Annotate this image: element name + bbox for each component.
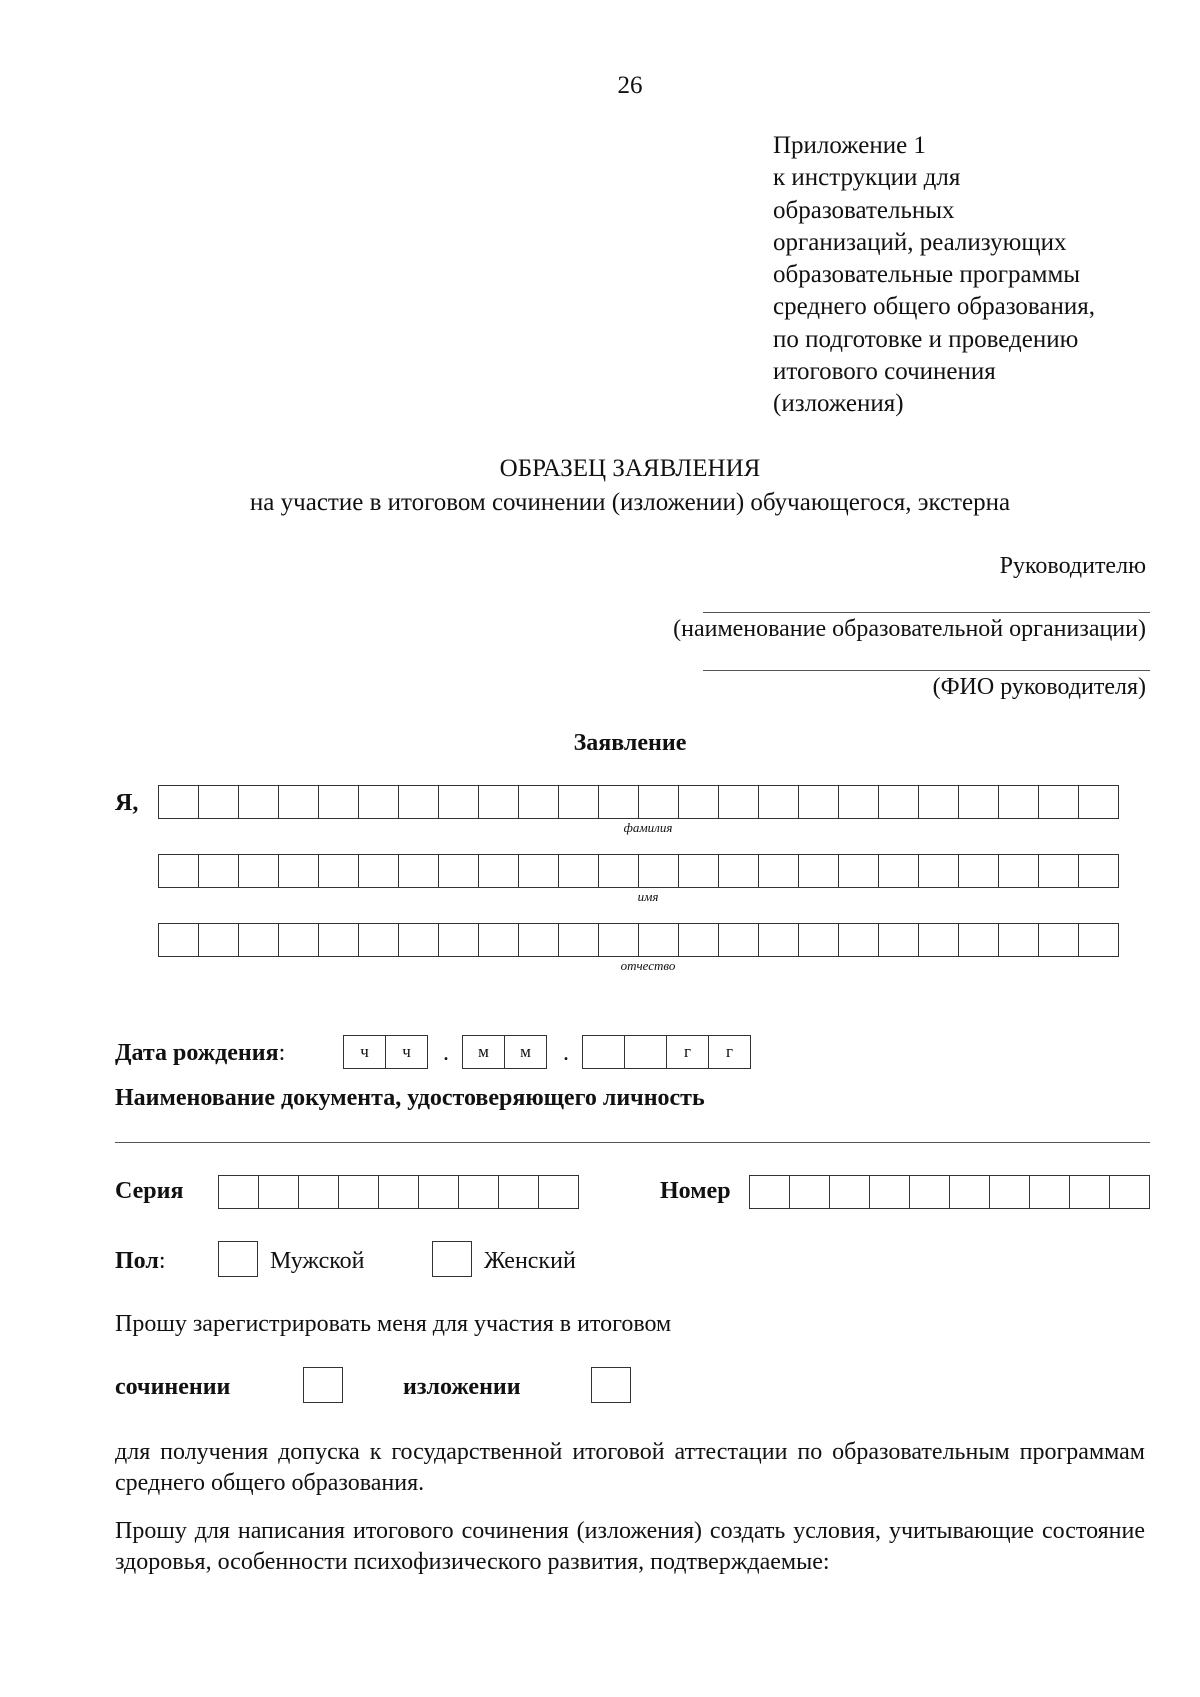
name-cell[interactable]: [158, 854, 199, 888]
birth-year-cell[interactable]: г: [708, 1035, 751, 1069]
series-label: Серия: [115, 1178, 184, 1204]
name-cell[interactable]: [1078, 854, 1119, 888]
patronymic-cell[interactable]: [278, 923, 319, 957]
patronymic-cell[interactable]: [878, 923, 919, 957]
birth-day-cell[interactable]: ч: [385, 1035, 428, 1069]
birth-month-cells[interactable]: [462, 1035, 547, 1069]
patronymic-cell[interactable]: [398, 923, 439, 957]
patronymic-cell[interactable]: [1038, 923, 1079, 957]
patronymic-cell[interactable]: [918, 923, 959, 957]
surname-cell[interactable]: [1078, 785, 1119, 819]
birth-day-cell[interactable]: ч: [343, 1035, 386, 1069]
patronymic-cell[interactable]: [598, 923, 639, 957]
gender-colon: :: [158, 1248, 166, 1274]
name-cells[interactable]: [158, 854, 1119, 888]
patronymic-cell[interactable]: [798, 923, 839, 957]
patronymic-cell[interactable]: [518, 923, 559, 957]
name-cell[interactable]: [758, 854, 799, 888]
document-title: ОБРАЗЕЦ ЗАЯВЛЕНИЯ: [499, 455, 761, 482]
org-name-caption: (наименование образовательной организации): [673, 616, 1146, 642]
conditions-paragraph: Прошу для написания итогового сочинения (изложения) создать условия, учитывающие состояние здоровья, особенности психофизического развития, подтверждаемые:: [115, 1518, 1145, 1575]
name-cell[interactable]: [318, 854, 359, 888]
appendix-line: (изложения): [773, 390, 904, 418]
surname-cell[interactable]: [678, 785, 719, 819]
exposition-checkbox[interactable]: [591, 1367, 631, 1403]
patronymic-cell[interactable]: [838, 923, 879, 957]
appendix-note: [773, 130, 1173, 421]
number-cell[interactable]: [789, 1175, 830, 1209]
surname-cell[interactable]: [798, 785, 839, 819]
name-cell[interactable]: [998, 854, 1039, 888]
surname-cell[interactable]: [238, 785, 279, 819]
patronymic-cell[interactable]: [198, 923, 239, 957]
series-cell[interactable]: [298, 1175, 339, 1209]
surname-cell[interactable]: [998, 785, 1039, 819]
statement-title: Заявление: [573, 730, 687, 756]
number-cell[interactable]: [1109, 1175, 1150, 1209]
patronymic-cell[interactable]: [1078, 923, 1119, 957]
gender-label-text: Пол: [115, 1248, 159, 1274]
name-hint: имя: [637, 889, 659, 904]
surname-cell[interactable]: [158, 785, 199, 819]
series-cells[interactable]: [218, 1175, 579, 1209]
name-cell[interactable]: [958, 854, 999, 888]
patronymic-cell[interactable]: [438, 923, 479, 957]
appendix-line: Приложение 1: [773, 132, 926, 159]
patronymic-cells[interactable]: [158, 923, 1119, 957]
surname-cell[interactable]: [838, 785, 879, 819]
patronymic-hint: отчество: [620, 958, 676, 973]
name-cell[interactable]: [598, 854, 639, 888]
name-cell[interactable]: [398, 854, 439, 888]
name-cell[interactable]: [358, 854, 399, 888]
name-cell[interactable]: [1038, 854, 1079, 888]
surname-hint: фамилия: [623, 820, 673, 835]
surname-cell[interactable]: [958, 785, 999, 819]
name-cell[interactable]: [918, 854, 959, 888]
surname-cell[interactable]: [1038, 785, 1079, 819]
number-label: Номер: [660, 1178, 731, 1204]
document-subtitle: на участие в итоговом сочинении (изложении) обучающегося, экстерна: [249, 489, 1011, 516]
gender-female-label: Женский: [484, 1248, 576, 1274]
surname-cell[interactable]: [358, 785, 399, 819]
exposition-label: изложении: [403, 1374, 521, 1400]
birth-date-colon: :: [278, 1040, 286, 1066]
patronymic-cell[interactable]: [638, 923, 679, 957]
page-number: 26: [617, 72, 643, 99]
appendix-line: среднего общего образования,: [773, 293, 1096, 321]
series-cell[interactable]: [418, 1175, 459, 1209]
name-cell[interactable]: [558, 854, 599, 888]
name-cell[interactable]: [678, 854, 719, 888]
appendix-line: по подготовке и проведению: [773, 325, 1079, 353]
patronymic-cell[interactable]: [238, 923, 279, 957]
appendix-line: организаций, реализующих: [773, 228, 1067, 256]
surname-cell[interactable]: [318, 785, 359, 819]
surname-cell[interactable]: [478, 785, 519, 819]
appendix-line: итогового сочинения: [773, 358, 996, 386]
number-cell[interactable]: [1029, 1175, 1070, 1209]
appendix-line: к инструкции для: [773, 164, 961, 192]
patronymic-cell[interactable]: [358, 923, 399, 957]
name-cell[interactable]: [718, 854, 759, 888]
patronymic-cell[interactable]: [158, 923, 199, 957]
surname-cells[interactable]: [158, 785, 1119, 819]
name-cell[interactable]: [438, 854, 479, 888]
series-cell[interactable]: [378, 1175, 419, 1209]
surname-cell[interactable]: [438, 785, 479, 819]
register-text: Прошу зарегистрировать меня для участия в итоговом: [115, 1311, 672, 1337]
essay-label: сочинении: [115, 1374, 231, 1400]
date-separator: .: [563, 1040, 569, 1066]
birth-date-label: [115, 1040, 285, 1067]
birth-year-cell[interactable]: [582, 1035, 625, 1069]
surname-cell[interactable]: [718, 785, 759, 819]
name-cell[interactable]: [798, 854, 839, 888]
number-cell[interactable]: [829, 1175, 870, 1209]
patronymic-cell[interactable]: [478, 923, 519, 957]
name-cell[interactable]: [518, 854, 559, 888]
number-cell[interactable]: [909, 1175, 950, 1209]
patronymic-cell[interactable]: [758, 923, 799, 957]
surname-cell[interactable]: [598, 785, 639, 819]
head-name-line[interactable]: [703, 670, 1150, 671]
name-cell[interactable]: [838, 854, 879, 888]
head-name-caption: (ФИО руководителя): [932, 674, 1146, 700]
gender-label: [115, 1248, 166, 1275]
addressee-to: Руководителю: [999, 553, 1146, 579]
series-cell[interactable]: [338, 1175, 379, 1209]
patronymic-cell[interactable]: [718, 923, 759, 957]
date-separator: .: [443, 1040, 449, 1066]
name-cell[interactable]: [198, 854, 239, 888]
appendix-line: образовательные программы: [773, 261, 1081, 289]
patronymic-cell[interactable]: [318, 923, 359, 957]
surname-cell[interactable]: [278, 785, 319, 819]
gender-male-checkbox[interactable]: [218, 1241, 258, 1277]
purpose-paragraph: для получения допуска к государственной итоговой аттестации по образовательным программам среднего общего образования.: [115, 1439, 1145, 1496]
birth-month-cell[interactable]: м: [504, 1035, 547, 1069]
series-cell[interactable]: [218, 1175, 259, 1209]
patronymic-cell[interactable]: [558, 923, 599, 957]
patronymic-cell[interactable]: [958, 923, 999, 957]
birth-year-cell[interactable]: [624, 1035, 667, 1069]
name-cell[interactable]: [638, 854, 679, 888]
series-cell[interactable]: [498, 1175, 539, 1209]
birth-year-cell[interactable]: г: [666, 1035, 709, 1069]
name-cell[interactable]: [478, 854, 519, 888]
surname-cell[interactable]: [198, 785, 239, 819]
birth-date-label-text: Дата рождения: [115, 1040, 279, 1066]
surname-cell[interactable]: [758, 785, 799, 819]
name-cell[interactable]: [278, 854, 319, 888]
surname-cell[interactable]: [918, 785, 959, 819]
surname-cell[interactable]: [398, 785, 439, 819]
birth-year-cells[interactable]: [582, 1035, 751, 1069]
appendix-line: образовательных: [773, 196, 955, 224]
essay-checkbox[interactable]: [303, 1367, 343, 1403]
gender-female-checkbox[interactable]: [432, 1241, 472, 1277]
name-cell[interactable]: [238, 854, 279, 888]
surname-cell[interactable]: [518, 785, 559, 819]
number-cell[interactable]: [1069, 1175, 1110, 1209]
ya-label: Я,: [115, 790, 139, 816]
patronymic-cell[interactable]: [998, 923, 1039, 957]
series-cell[interactable]: [458, 1175, 499, 1209]
number-cell[interactable]: [949, 1175, 990, 1209]
number-cell[interactable]: [749, 1175, 790, 1209]
number-cell[interactable]: [989, 1175, 1030, 1209]
series-cell[interactable]: [258, 1175, 299, 1209]
surname-cell[interactable]: [558, 785, 599, 819]
id-document-label: Наименование документа, удостоверяющего личность: [115, 1085, 705, 1111]
birth-day-cells[interactable]: [343, 1035, 428, 1069]
org-name-line[interactable]: [703, 612, 1150, 613]
birth-month-cell[interactable]: м: [462, 1035, 505, 1069]
number-cells[interactable]: [749, 1175, 1150, 1209]
name-cell[interactable]: [878, 854, 919, 888]
series-cell[interactable]: [538, 1175, 579, 1209]
gender-male-label: Мужской: [270, 1248, 365, 1274]
patronymic-cell[interactable]: [678, 923, 719, 957]
number-cell[interactable]: [869, 1175, 910, 1209]
id-document-line[interactable]: [115, 1142, 1150, 1143]
surname-cell[interactable]: [638, 785, 679, 819]
surname-cell[interactable]: [878, 785, 919, 819]
